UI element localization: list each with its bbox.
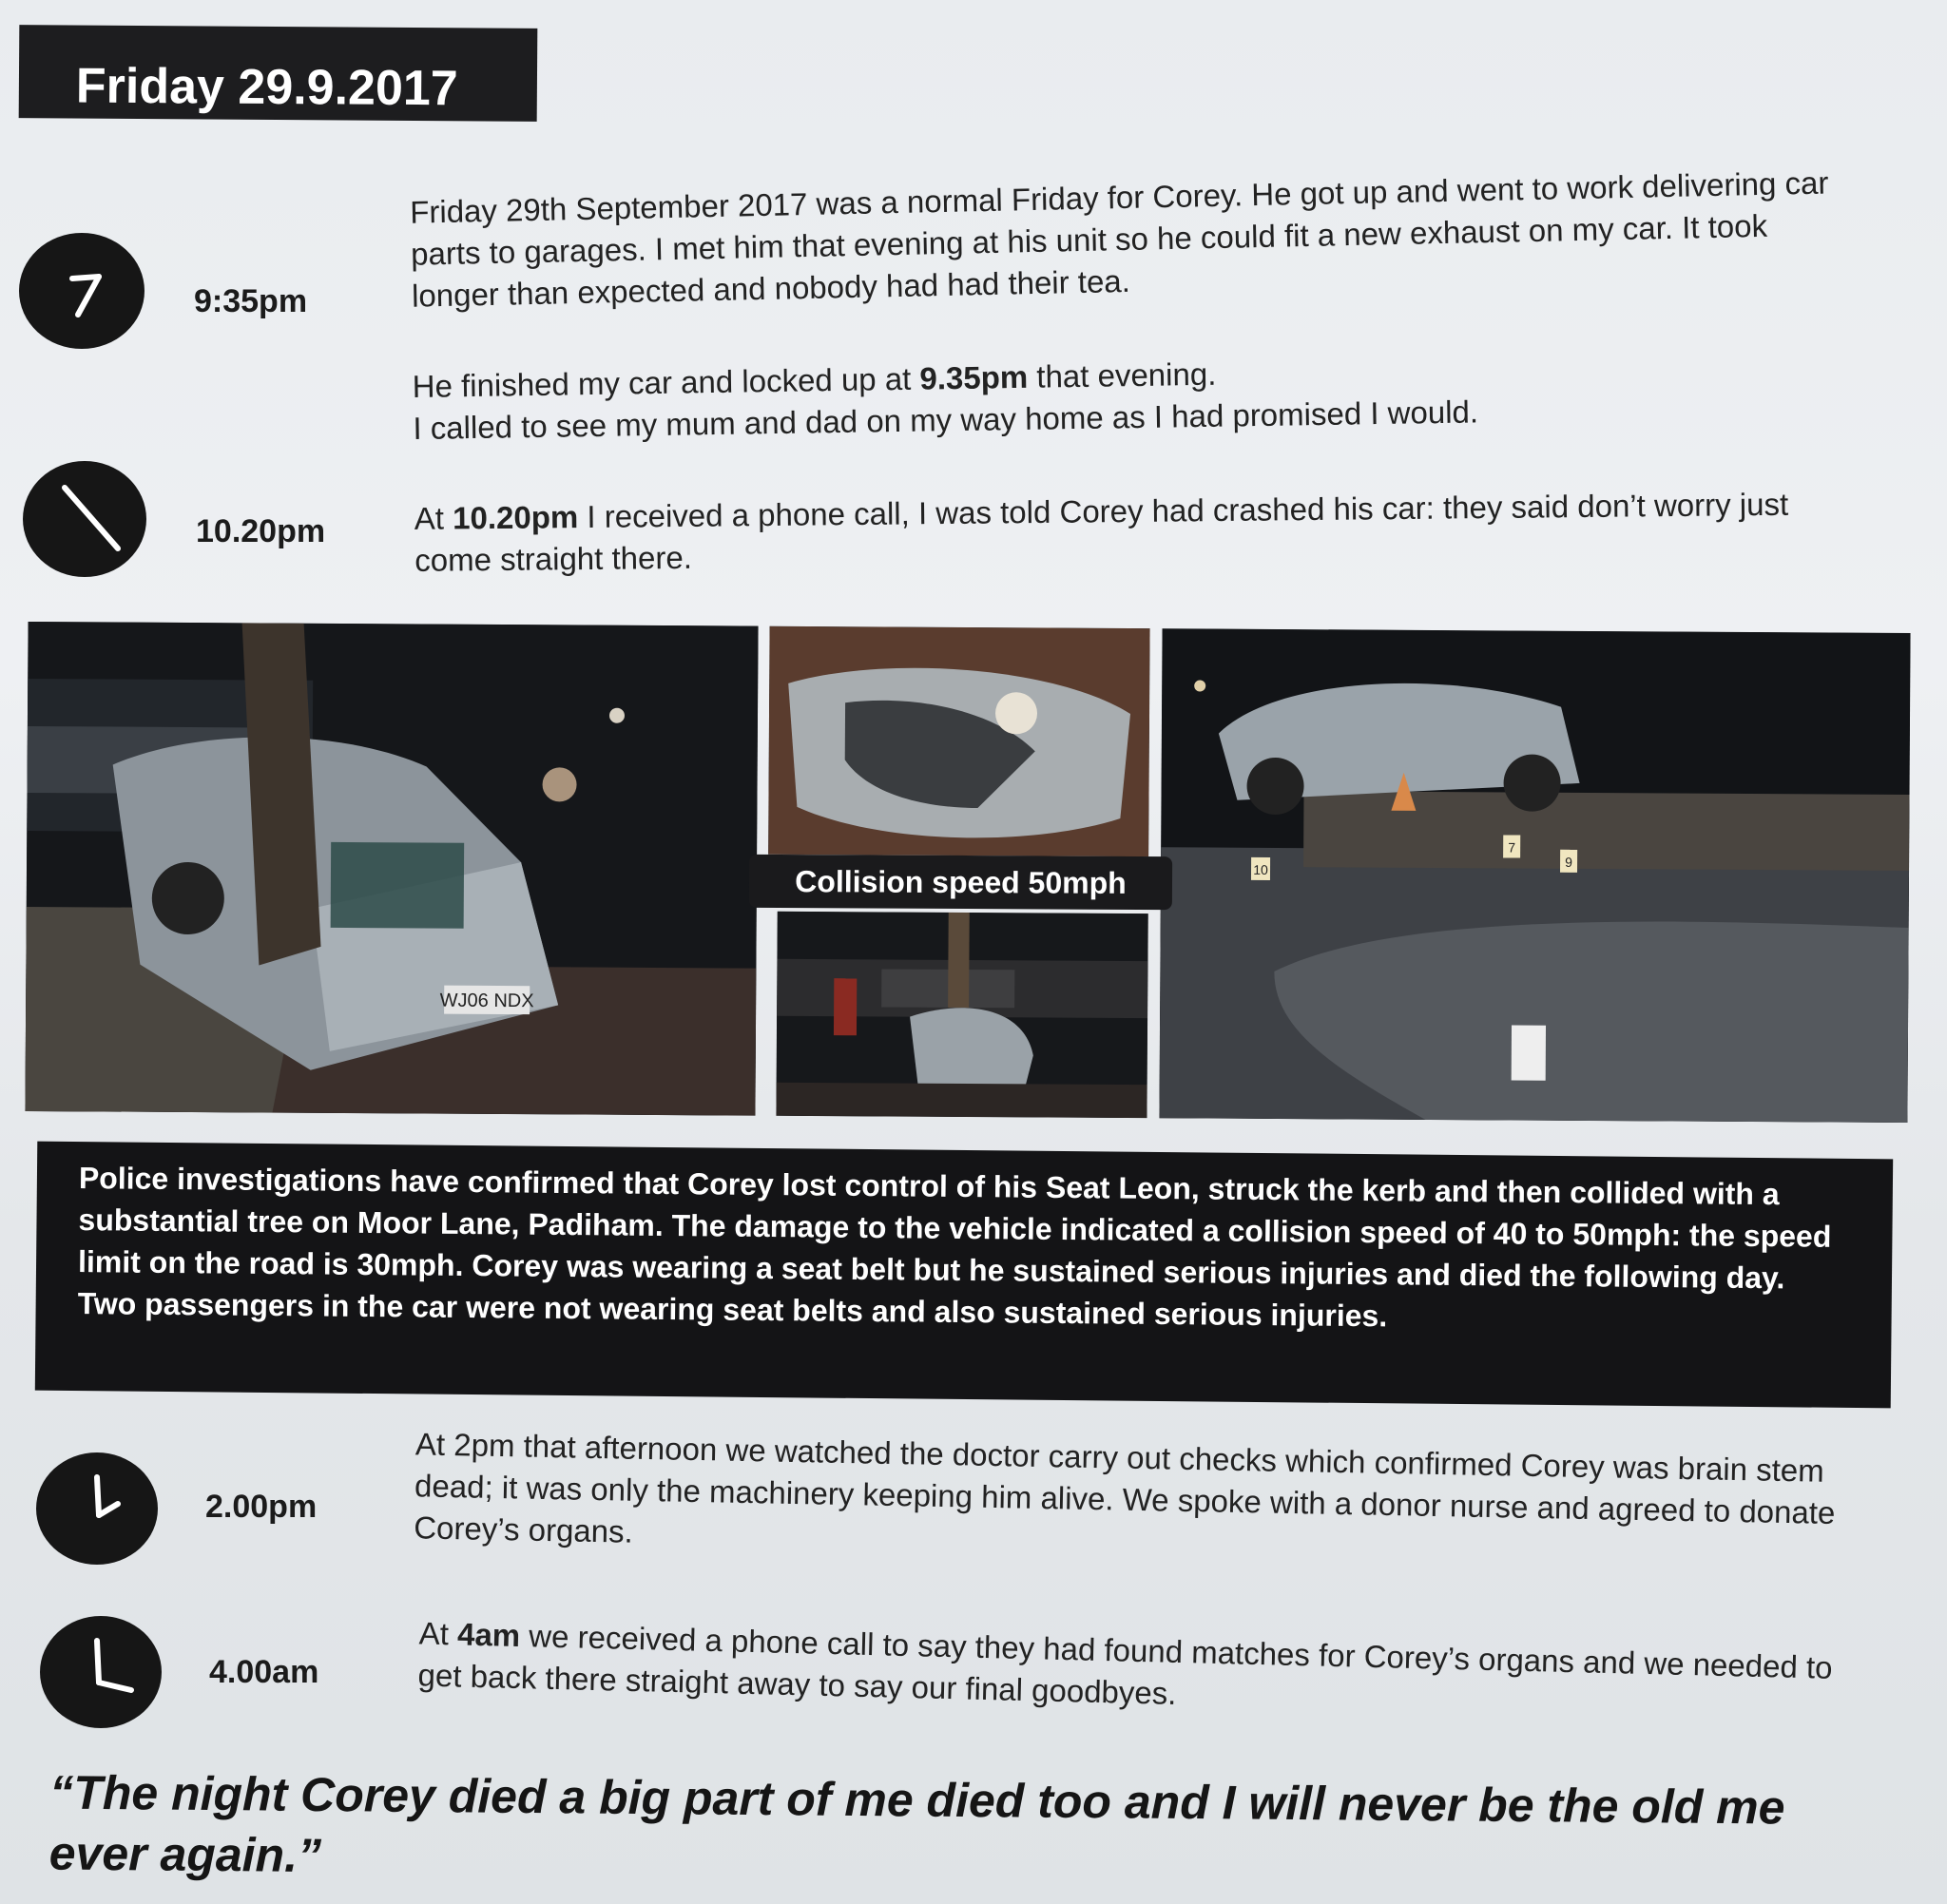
entry-1020-paragraph: At 10.20pm I received a phone call, I was told Corey had crashed his car: they said don’t worry just come straight there. (414, 486, 1789, 578)
photo-crashed-car-tree (25, 622, 758, 1116)
entry-935-paragraph-2: He finished my car and locked up at 9.35pm that evening. (412, 356, 1217, 404)
entry-935-paragraph-1: Friday 29th September 2017 was a normal Friday for Corey. He got up and went to work delivering car parts to garages. I met him that evening at his unit so he could fit a new exhaust on my car. It took longer than expected and nobody had had their tea. (409, 164, 1829, 314)
time-label-935: 9:35pm (194, 283, 308, 319)
clock-icon-200 (36, 1452, 158, 1565)
number-plate-text: WJ06 NDX (439, 990, 534, 1012)
time-label-200: 2.00pm (205, 1489, 318, 1525)
entry-935-text (410, 162, 1838, 317)
entry-400-text (417, 1612, 1864, 1731)
time-label-1020: 10.20pm (196, 513, 326, 549)
time-label-400: 4.00am (209, 1654, 319, 1690)
police-statement-passengers: Two passengers in the car were not wearing seat belts and also sustained serious injuries. (77, 1286, 1388, 1334)
photo-crash-scene (1159, 628, 1910, 1123)
collision-speed-label: Collision speed 50mph (749, 855, 1172, 910)
date-title: Friday 29.9.2017 (75, 58, 458, 117)
photo-wreck-street (776, 912, 1147, 1118)
entry-200-text (414, 1423, 1870, 1576)
entry-200-paragraph: At 2pm that afternoon we watched the doctor carry out checks which confirmed Corey was brain stem dead; it was only the machinery keeping him alive. We spoke with a donor nurse and agreed to donate Corey’s organs. (413, 1426, 1836, 1549)
closing-quote: “The night Corey died a big part of me died too and I will never be the old me ever again.” (48, 1765, 1785, 1883)
entry-1020-text (414, 483, 1841, 582)
entry-935-followup (412, 345, 1744, 450)
evidence-marker-9: 9 (1565, 854, 1573, 870)
photo-wreck-interior (768, 626, 1149, 856)
police-statement-box (35, 1142, 1893, 1409)
evidence-marker-7: 7 (1508, 839, 1516, 856)
evidence-marker-10: 10 (1253, 861, 1268, 877)
clock-icon-935 (19, 233, 145, 349)
clock-icon-1020 (23, 461, 146, 577)
entry-935-paragraph-3: I called to see my mum and dad on my way home as I had promised I would. (413, 394, 1479, 446)
clock-icon-400 (40, 1616, 162, 1728)
police-statement-main: Police investigations have confirmed that Corey lost control of his Seat Leon, struck the kerb and then collided with a substantial tree on Moor Lane, Padiham. The damage to the vehicle indicated a collision speed of 40 to 50mph: the speed limit on the road is 30mph. Corey was wearing a seat belt but he sustained serious injuries and died the following day. (77, 1161, 1832, 1296)
entry-400-paragraph: At 4am we received a phone call to say they had found matches for Corey’s organs and we needed to get back there straight away to say our final goodbyes. (417, 1615, 1833, 1711)
date-header (19, 25, 538, 122)
